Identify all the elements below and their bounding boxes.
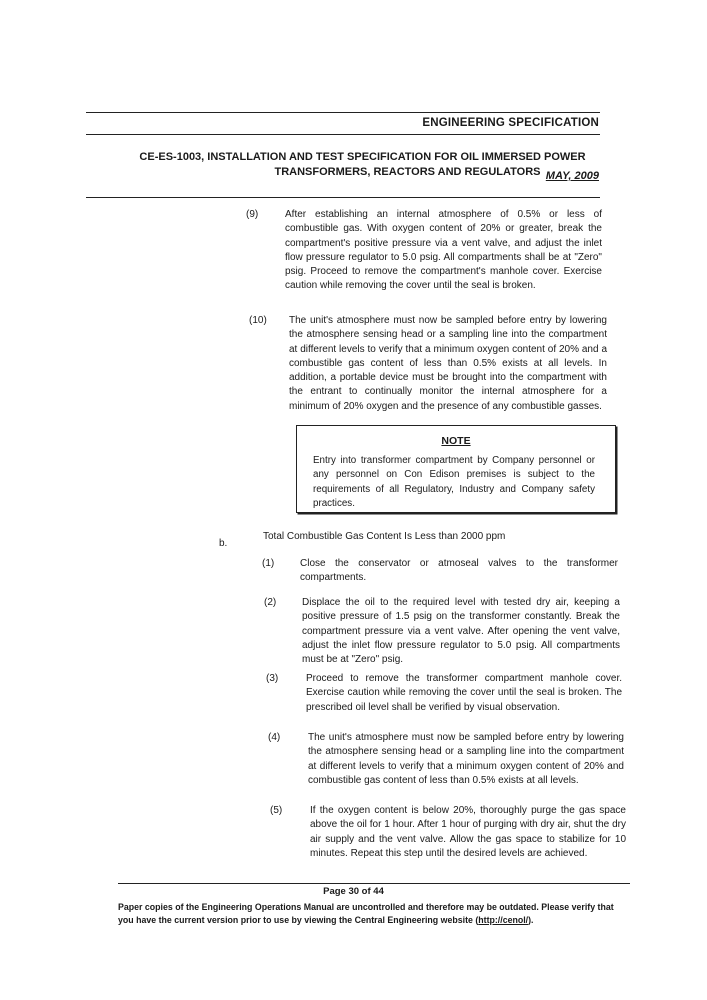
disclaimer-end: ). (528, 915, 534, 925)
item-text: The unit's atmosphere must now be sampled before entry by lowering the atmosphere sensing head or a sampling line into the compartment at different levels to verify that a minimum oxygen content of 20% and a combustible gas content of less than 0.5% exists at all levels. In addition, a portable device must be brought into the compartment with the entrant to continually monitor the internal atmosphere for a minimum of 20% oxygen and the presence of any combustible gasses. (289, 315, 607, 412)
item-number: (10) (249, 315, 267, 326)
note-box (296, 425, 616, 513)
title-line-2: TRANSFORMERS, REACTORS AND REGULATORS (274, 166, 541, 178)
section-letter: b. (219, 538, 228, 549)
item-number: (3) (266, 673, 279, 684)
page-number: Page 30 of 44 (323, 886, 384, 897)
header-top-rule (86, 112, 600, 113)
note-title: NOTE (441, 435, 471, 447)
item-text: Close the conservator or atmoseal valves to the transformer compartments. (300, 558, 618, 584)
document-date: MAY, 2009 (545, 170, 599, 182)
footer-rule (118, 883, 630, 884)
item-text: The unit's atmosphere must now be sampled before entry by lowering the atmosphere sensing head or a sampling line into the compartment at different levels to verify that a minimum oxygen content of 20% and combustible gas content of less than 0.5% exists at all levels. (308, 732, 624, 786)
note-text: Entry into transformer compartment by Company personnel or any personnel on Con Edison premises is subject to the requirements of all Regulatory, Industry and Company safety practices. (313, 455, 595, 509)
header-bottom-rule (86, 197, 600, 198)
item-number: (1) (262, 558, 275, 569)
item-number: (4) (268, 732, 281, 743)
central-engineering-link[interactable]: http://cenol/ (478, 915, 529, 925)
document-title (126, 150, 599, 180)
item-number: (9) (246, 209, 259, 220)
item-text: If the oxygen content is below 20%, thoroughly purge the gas space above the oil for 1 hour. After 1 hour of purging with dry air, shut the dry air supply and the vent valve. Allow the gas space to stabilize for 10 minutes. Repeat this step until the desired levels are achieved. (310, 805, 626, 859)
item-text: Proceed to remove the transformer compartment manhole cover. Exercise caution while removing the cover until the seal is broken. The prescribed oil level shall be verified by visual observation. (306, 673, 622, 713)
disclaimer-text: Paper copies of the Engineering Operations Manual are uncontrolled and therefore may be outdated. Please verify that you have the current version prior to use by viewing the Central Engineering website ( (118, 902, 614, 925)
spec-label: ENGINEERING SPECIFICATION (422, 117, 599, 129)
item-text: After establishing an internal atmosphere of 0.5% or less of combustible gas. With oxygen content of 20% or greater, break the compartment's positive pressure via a vent valve, and adjust the inlet flow pressure regulator to 5.0 psig. All compartments shall be at "Zero" psig. Proceed to remove the compartment's manhole cover. Exercise caution while removing the cover until the seal is broken. (285, 209, 602, 292)
item-number: (5) (270, 805, 283, 816)
section-title: Total Combustible Gas Content Is Less than 2000 ppm (263, 531, 506, 542)
footer-disclaimer (118, 901, 630, 927)
item-number: (2) (264, 597, 277, 608)
title-line-1: CE-ES-1003, INSTALLATION AND TEST SPECIFICATION FOR OIL IMMERSED POWER (139, 151, 586, 163)
header-mid-rule (86, 134, 600, 135)
item-text: Displace the oil to the required level with tested dry air, keeping a positive pressure of 1.5 psig on the transformer constantly. Break the compartment pressure via a vent valve. After opening the vent valve, adjust the inlet flow pressure regulator to 5.0 psig. All compartments must be at "Zero" psig. (302, 597, 620, 666)
